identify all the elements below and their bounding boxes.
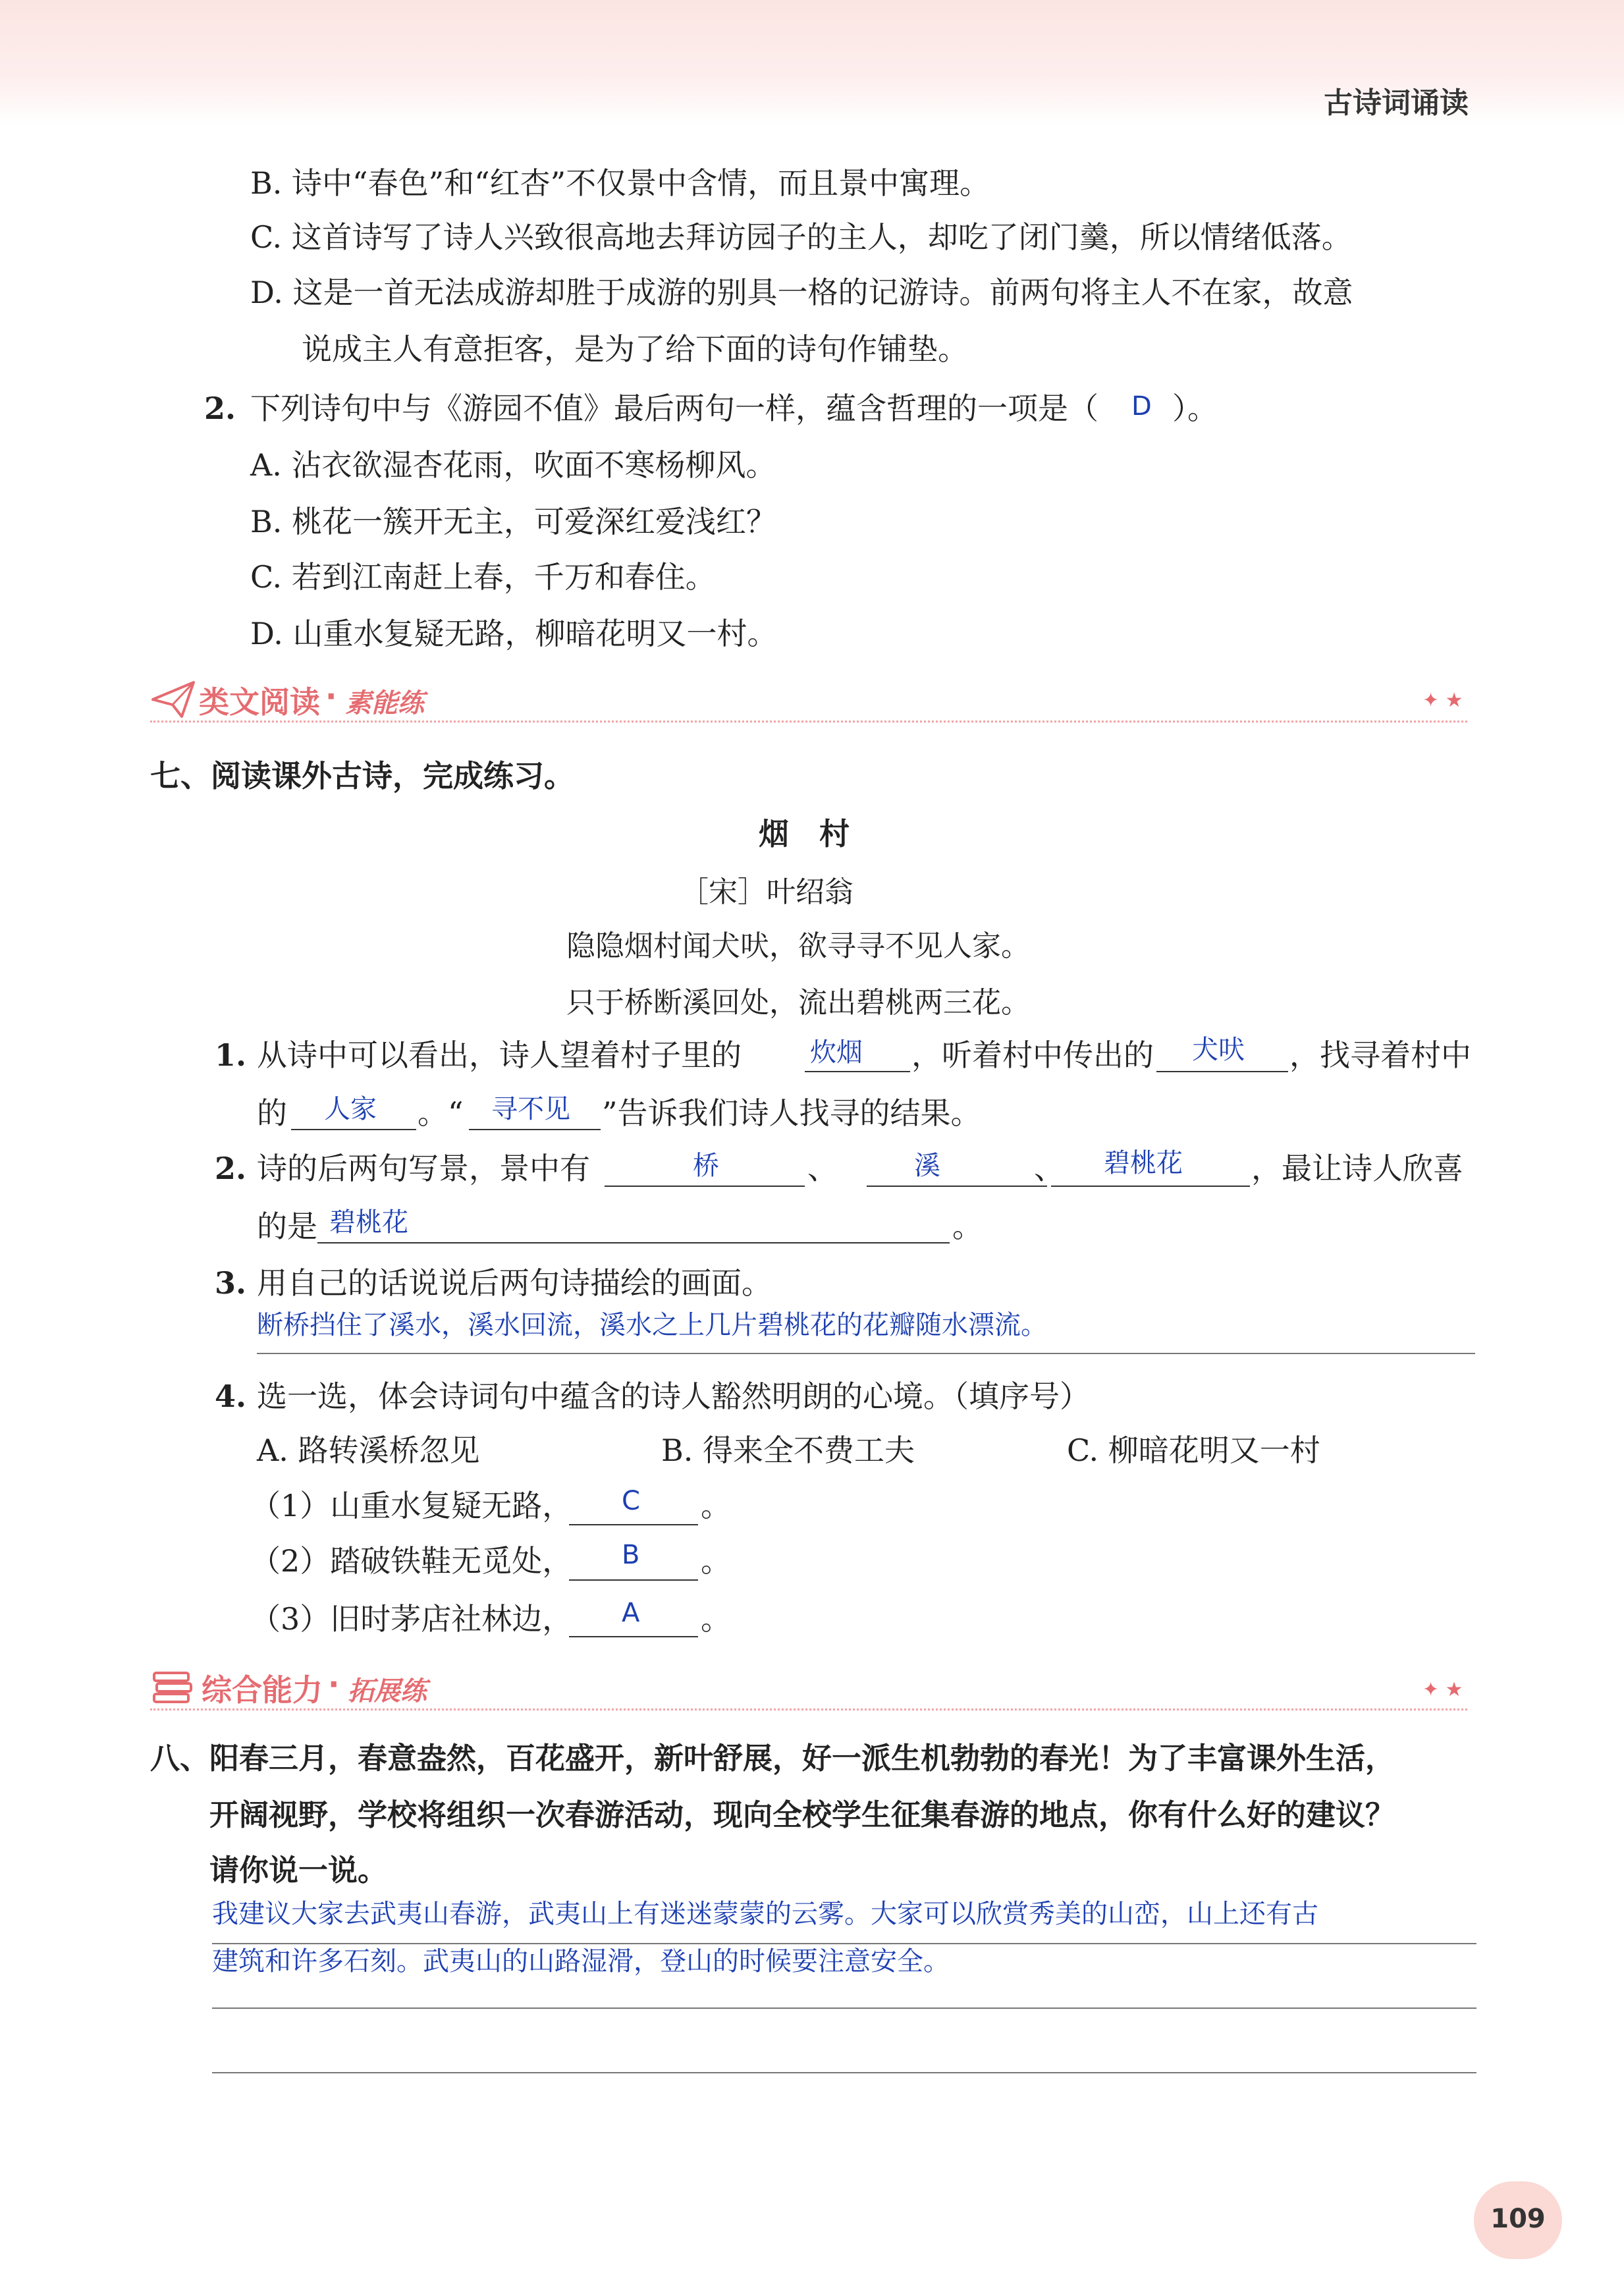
q7-2-answer-1: 桥: [693, 1151, 719, 1181]
page-number: 109: [1490, 2204, 1546, 2234]
poem-title: 烟 村: [759, 816, 850, 852]
section1-dot: ·: [325, 678, 337, 714]
q7-4-end-2: 。: [701, 1543, 731, 1579]
section2-divider: [150, 1708, 1467, 1710]
option-b: B. 诗中“春色”和“红杏”不仅景中含情，而且景中寓理。: [250, 165, 990, 201]
q7-3-number: 3.: [215, 1265, 247, 1301]
q7-1-answer-3: 人家: [324, 1094, 377, 1124]
stars-icon: ✦ ★: [1422, 689, 1463, 712]
q7-2-blank-2[interactable]: [867, 1186, 1047, 1187]
q2-option-a: A. 沾衣欲湿杏花雨，吹面不寒杨柳风。: [250, 447, 776, 483]
q7-1-answer-1: 炊烟: [810, 1037, 863, 1068]
section2-title: 综合能力: [202, 1672, 323, 1708]
option-d-line2: 说成主人有意拒客，是为了给下面的诗句作铺垫。: [302, 331, 968, 367]
q7-1-blank-2[interactable]: [1156, 1071, 1288, 1072]
poem-line-2: 只于桥断溪回处，流出碧桃两三花。: [566, 986, 1030, 1020]
q7-1-text-4: 的: [257, 1095, 287, 1131]
stars-icon: ✦ ★: [1422, 1678, 1463, 1701]
q2-option-b: B. 桃花一簇开无主，可爱深红爱浅红？: [250, 504, 777, 539]
q8-answer-1: 我建议大家去武夷山春游，武夷山上有迷迷蒙蒙的云雾。大家可以欣赏秀美的山峦，山上还有古: [212, 1899, 1318, 1929]
q2-option-c: C. 若到江南赶上春，千万和春住。: [250, 559, 716, 595]
q7-1-text-1: 从诗中可以看出，诗人望着村子里的: [257, 1037, 742, 1073]
q7-4-option-c: C. 柳暗花明又一村: [1067, 1433, 1320, 1468]
q7-2-answer-3: 碧桃花: [1104, 1148, 1183, 1178]
q7-2-sep-1: 、: [807, 1151, 838, 1186]
section2-dot: ·: [328, 1666, 340, 1702]
section1-subtitle: 素能练: [345, 688, 424, 719]
q7-1-answer-2: 犬吠: [1192, 1035, 1245, 1065]
q8-line-3: 请你说一说。: [209, 1853, 388, 1888]
section1-divider: [150, 721, 1467, 723]
q7-4-sub-2: （2）踏破铁鞋无觅处，: [250, 1543, 573, 1579]
q7-4-sub-3: （3）旧时茅店社林边，: [250, 1601, 573, 1637]
q7-2-answer-2: 溪: [914, 1151, 940, 1181]
section2-subtitle: 拓展练: [348, 1676, 427, 1707]
q7-heading: 七、阅读课外古诗，完成练习。: [150, 758, 574, 794]
q7-2-text-1: 诗的后两句写景，景中有: [257, 1151, 590, 1186]
q8-answer-line-3[interactable]: [212, 2072, 1476, 2073]
q7-1-answer-4: 寻不见: [491, 1094, 570, 1124]
q2-end: ）。: [1172, 391, 1218, 426]
poem-author: ［宋］叶绍翁: [680, 875, 853, 909]
q7-2-answer-4: 碧桃花: [329, 1207, 408, 1238]
q2-number: 2.: [204, 391, 236, 426]
q8-line-2: 开阔视野，学校将组织一次春游活动，现向全校学生征集春游的地点，你有什么好的建议？: [209, 1797, 1395, 1832]
q7-4-end-3: 。: [701, 1601, 731, 1637]
q7-2-blank-1[interactable]: [605, 1186, 805, 1187]
q7-2-text-4: 。: [952, 1209, 983, 1244]
q7-4-text: 选一选，体会诗词句中蕴含的诗人豁然明朗的心境。（填序号）: [257, 1379, 1090, 1414]
q7-1-text-2: ，听着村中传出的: [911, 1037, 1154, 1073]
q7-2-sep-2: 、: [1034, 1151, 1064, 1186]
q8-line-1: 八、阳春三月，春意盎然，百花盛开，新叶舒展，好一派生机勃勃的春光！为了丰富课外生活，: [150, 1741, 1395, 1776]
q7-4-answer-3: A: [622, 1598, 640, 1628]
q2-answer: D: [1131, 391, 1152, 422]
option-c: C. 这首诗写了诗人兴致很高地去拜访园子的主人，却吃了闭门羹，所以情绪低落。: [250, 219, 1352, 255]
paper-plane-icon: [150, 680, 198, 721]
q7-2-number: 2.: [215, 1151, 247, 1186]
section1-title: 类文阅读: [199, 684, 320, 720]
q2-text: 下列诗句中与《游园不值》最后两句一样，蕴含哲理的一项是（: [250, 391, 1098, 426]
q7-3-text: 用自己的话说说后两句诗描绘的画面。: [257, 1265, 772, 1301]
option-d-line1: D. 这是一首无法成游却胜于成游的别具一格的记游诗。前两句将主人不在家，故意: [250, 275, 1353, 310]
q8-answer-2: 建筑和许多石刻。武夷山的山路湿滑，登山的时候要注意安全。: [212, 1946, 950, 1977]
q7-3-answer-line[interactable]: [257, 1353, 1475, 1354]
q7-4-number: 4.: [215, 1379, 247, 1414]
poem-line-1: 隐隐烟村闻犬吠，欲寻寻不见人家。: [566, 929, 1030, 963]
q7-2-text-2: ，最让诗人欣喜: [1251, 1151, 1463, 1186]
books-icon: [150, 1668, 198, 1708]
q7-1-text-3: ，找寻着村中: [1289, 1037, 1471, 1073]
q7-2-blank-3[interactable]: [1051, 1186, 1250, 1187]
q7-4-blank-2[interactable]: [569, 1579, 698, 1581]
q7-1-text-5: 。“: [418, 1095, 464, 1131]
q2-option-d: D. 山重水复疑无路，柳暗花明又一村。: [250, 616, 778, 651]
q7-4-blank-3[interactable]: [569, 1636, 698, 1637]
q7-2-text-3: 的是: [257, 1209, 317, 1244]
q7-3-answer: 断桥挡住了溪水，溪水回流，溪水之上几片碧桃花的花瓣随水漂流。: [257, 1310, 1047, 1340]
q7-2-blank-4[interactable]: [317, 1242, 950, 1243]
q7-4-answer-1: C: [622, 1486, 640, 1516]
q7-4-end-1: 。: [701, 1488, 731, 1523]
q7-4-sub-1: （1）山重水复疑无路，: [250, 1488, 573, 1523]
section-header-label: 古诗词诵读: [1324, 86, 1469, 120]
q7-1-blank-3[interactable]: [291, 1129, 416, 1130]
q7-1-blank-4[interactable]: [469, 1129, 601, 1130]
page-number-badge: [1474, 2181, 1562, 2259]
q7-1-number: 1.: [215, 1037, 247, 1073]
q8-answer-line-2[interactable]: [212, 2007, 1476, 2009]
q7-4-option-a: A. 路转溪桥忽见: [257, 1433, 480, 1468]
q7-1-blank-1[interactable]: [805, 1071, 910, 1072]
q7-4-answer-2: B: [622, 1540, 640, 1570]
q7-4-blank-1[interactable]: [569, 1524, 698, 1525]
q7-4-option-b: B. 得来全不费工夫: [661, 1433, 915, 1468]
q7-1-text-6: ”告诉我们诗人找寻的结果。: [602, 1095, 981, 1131]
